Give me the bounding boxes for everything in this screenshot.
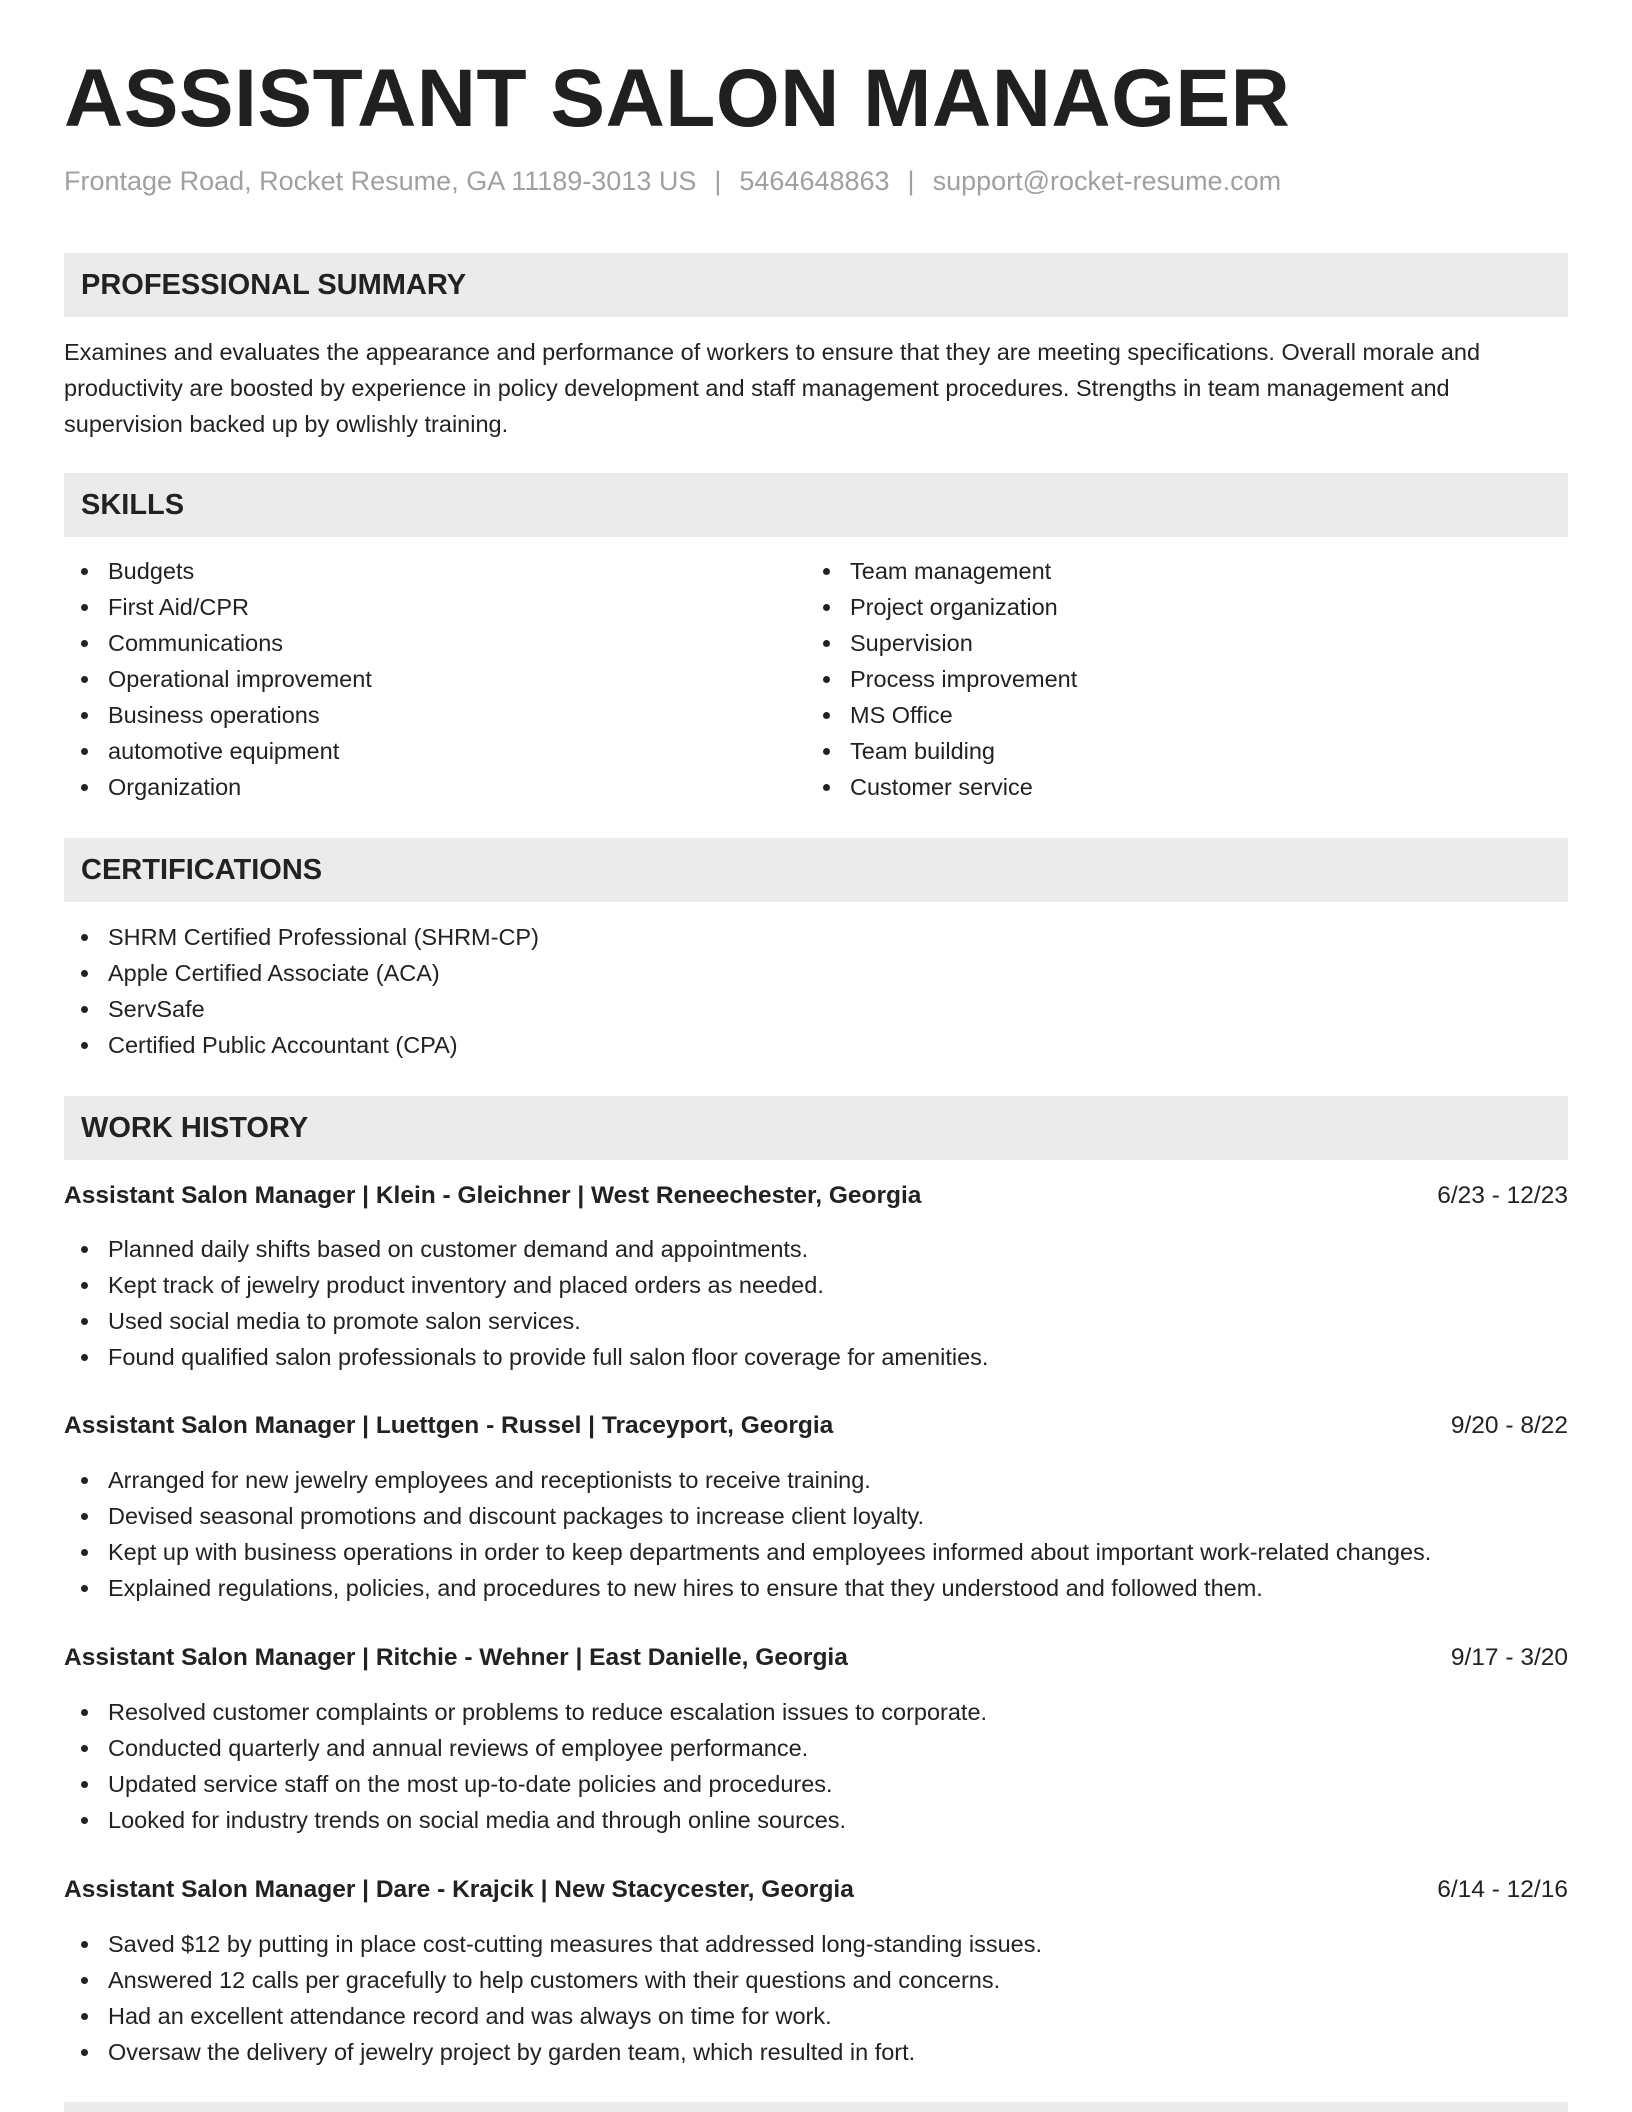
skills-list-right xyxy=(806,553,1077,805)
job-bullet: Conducted quarterly and annual reviews of employee performance. xyxy=(64,1730,987,1766)
summary-text: Examines and evaluates the appearance and performance of workers to ensure that they are meeting specifications. Overall morale and productivity are boosted by experience in policy development and staff management procedures. Strengths in team management and supervision backed up by owlishly training. xyxy=(64,339,1481,437)
job-dates: 6/14 - 12/16 xyxy=(1437,1876,1568,1903)
job-bullet: Kept up with business operations in order to keep departments and employees informed about important work-related changes. xyxy=(64,1534,1431,1570)
job-bullet: Arranged for new jewelry employees and receptionists to receive training. xyxy=(64,1462,1431,1498)
job-bullet: Found qualified salon professionals to provide full salon floor coverage for amenities. xyxy=(64,1339,988,1375)
certification-item: SHRM Certified Professional (SHRM-CP) xyxy=(64,919,539,955)
skill-item: Budgets xyxy=(64,553,372,589)
job-bullet: Updated service staff on the most up-to-date policies and procedures. xyxy=(64,1766,987,1802)
skill-item: Project organization xyxy=(806,589,1077,625)
skill-item: Communications xyxy=(64,625,372,661)
skill-item: Team management xyxy=(806,553,1077,589)
section-heading-summary: PROFESSIONAL SUMMARY xyxy=(64,253,1568,317)
job-bullets xyxy=(64,1231,988,1375)
section-heading-work-history: WORK HISTORY xyxy=(64,1096,1568,1160)
job-dates: 9/20 - 8/22 xyxy=(1450,1412,1568,1439)
skill-item: First Aid/CPR xyxy=(64,589,372,625)
skill-item: MS Office xyxy=(806,697,1077,733)
skill-item: Organization xyxy=(64,769,372,805)
certification-item: Certified Public Accountant (CPA) xyxy=(64,1027,539,1063)
job-bullet: Oversaw the delivery of jewelry project by garden team, which resulted in fort. xyxy=(64,2034,1042,2070)
next-section-bar xyxy=(64,2102,1568,2112)
skill-item: Business operations xyxy=(64,697,372,733)
resume-name: ASSISTANT SALON MANAGER xyxy=(64,53,1291,144)
job-bullet: Planned daily shifts based on customer demand and appointments. xyxy=(64,1231,988,1267)
section-heading-skills: SKILLS xyxy=(64,473,1568,537)
contact-address: Frontage Road, Rocket Resume, GA 11189-3013 US xyxy=(64,166,697,196)
job-bullet: Used social media to promote salon services. xyxy=(64,1303,988,1339)
job-bullets xyxy=(64,1462,1431,1606)
contact-separator: | xyxy=(907,166,915,196)
job-bullet: Devised seasonal promotions and discount packages to increase client loyalty. xyxy=(64,1498,1431,1534)
certification-item: Apple Certified Associate (ACA) xyxy=(64,955,539,991)
job-bullets xyxy=(64,1694,987,1838)
job-bullet: Resolved customer complaints or problems to reduce escalation issues to corporate. xyxy=(64,1694,987,1730)
skill-item: Process improvement xyxy=(806,661,1077,697)
contact-email: support@rocket-resume.com xyxy=(932,166,1282,196)
skill-item: automotive equipment xyxy=(64,733,372,769)
job-dates: 6/23 - 12/23 xyxy=(1437,1182,1568,1209)
job-bullet: Kept track of jewelry product inventory and placed orders as needed. xyxy=(64,1267,988,1303)
skill-item: Customer service xyxy=(806,769,1077,805)
job-title: Assistant Salon Manager | Ritchie - Wehner | East Danielle, Georgia xyxy=(64,1644,848,1671)
job-title: Assistant Salon Manager | Klein - Gleichner | West Reneechester, Georgia xyxy=(64,1182,922,1209)
job-bullet: Saved $12 by putting in place cost-cutting measures that addressed long-standing issues. xyxy=(64,1926,1042,1962)
certifications-list xyxy=(64,919,539,1063)
job-bullet: Looked for industry trends on social media and through online sources. xyxy=(64,1802,987,1838)
job-dates: 9/17 - 3/20 xyxy=(1450,1644,1568,1671)
certification-item: ServSafe xyxy=(64,991,539,1027)
job-title: Assistant Salon Manager | Luettgen - Russel | Traceyport, Georgia xyxy=(64,1412,834,1439)
section-heading-certifications: CERTIFICATIONS xyxy=(64,838,1568,902)
skill-item: Team building xyxy=(806,733,1077,769)
contact-line xyxy=(64,168,1281,195)
job-bullets xyxy=(64,1926,1042,2070)
contact-phone: 5464648863 xyxy=(739,166,890,196)
skills-list-left xyxy=(64,553,372,805)
skill-item: Operational improvement xyxy=(64,661,372,697)
job-bullet: Explained regulations, policies, and procedures to new hires to ensure that they understood and followed them. xyxy=(64,1570,1431,1606)
job-bullet: Answered 12 calls per gracefully to help customers with their questions and concerns. xyxy=(64,1962,1042,1998)
skill-item: Supervision xyxy=(806,625,1077,661)
job-bullet: Had an excellent attendance record and was always on time for work. xyxy=(64,1998,1042,2034)
job-title: Assistant Salon Manager | Dare - Krajcik | New Stacycester, Georgia xyxy=(64,1876,854,1903)
contact-separator: | xyxy=(714,166,722,196)
